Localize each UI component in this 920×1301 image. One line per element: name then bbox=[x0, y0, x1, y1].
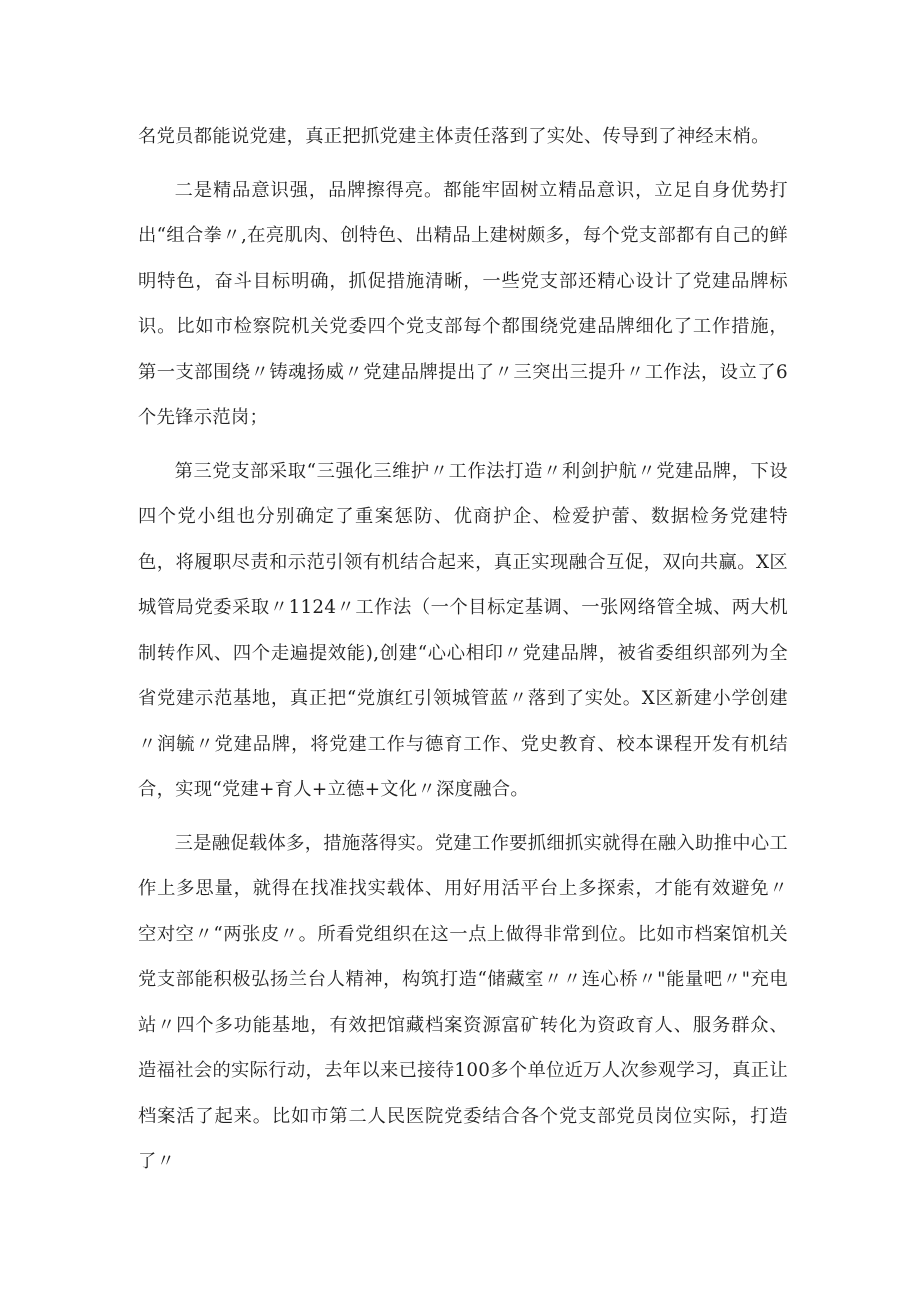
paragraph-continuation: 名党员都能说党建，真正把抓党建主体责任落到了实处、传导到了神经末梢。 bbox=[138, 126, 770, 147]
paragraph-quality-awareness: 二是精品意识强，品牌擦得亮。都能牢固树立精品意识，立足自身优势打出“组合拳〃,在亮肌肉、创特色、出精品上建树颇多，每个党支部都有自己的鲜明特色，奋斗目标明确，抓促措施清晰，一些党支部还精心设计了党建品牌标识。比如市检察院机关党委四个党支部每个都围绕党建品牌细化了工作措施，第一支部围绕〃铸魂扬威〃党建品牌提出了〃三突出三提升〃工作法，设立了6个先锋示范岗； bbox=[138, 179, 788, 428]
document-body bbox=[138, 114, 788, 1193]
paragraph-third-branch: 第三党支部采取“三强化三维护〃工作法打造〃利剑护航〃党建品牌，下设四个党小组也分别确定了重案惩防、优商护企、检爱护蕾、数据检务党建特色，将履职尽责和示范引领有机结合起来，真正实现融合互促，双向共赢。X区城管局党委采取〃1124〃工作法（一个目标定基调、一张网络管全城、两大机制转作风、四个走遍提效能),创建“心心相印〃党建品牌，被省委组织部列为全省党建示范基地，真正把“党旗红引领城管蓝〃落到了实处。X区新建小学创建〃润毓〃党建品牌，将党建工作与德育工作、党史教育、校本课程开发有机结合，实现“党建+育人+立德+文化〃深度融合。 bbox=[138, 460, 788, 800]
paragraph-integration-carriers: 三是融促载体多，措施落得实。党建工作要抓细抓实就得在融入助推中心工作上多思量，就得在找准找实载体、用好用活平台上多探索，才能有效避免〃空对空〃“两张皮〃。所看党组织在这一点上做得非常到位。比如市档案馆机关党支部能积极弘扬兰台人精神，构筑打造“储藏室〃〃连心桥〃"能量吧〃"充电站〃四个多功能基地，有效把馆藏档案资源富矿转化为资政育人、服务群众、造福社会的实际行动，去年以来已接待100多个单位近万人次参观学习，真正让档案活了起来。比如市第二人民医院党委结合各个党支部党员岗位实际，打造了〃 bbox=[138, 832, 788, 1172]
